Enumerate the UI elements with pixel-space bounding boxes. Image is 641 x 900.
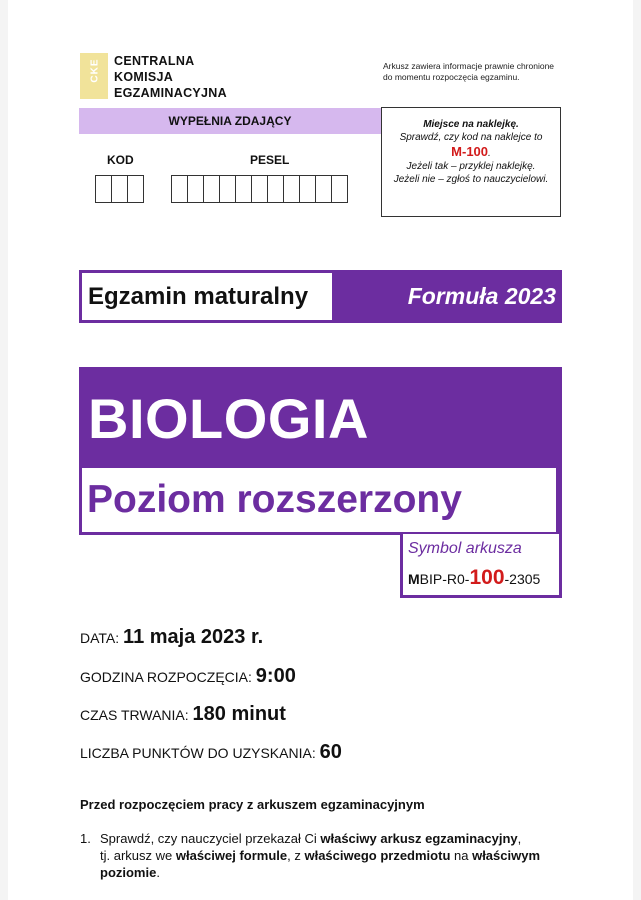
logo-line-2: KOMISJA bbox=[114, 70, 174, 84]
pesel-input[interactable] bbox=[171, 175, 347, 203]
kod-cell[interactable] bbox=[95, 175, 112, 203]
points-value: 60 bbox=[319, 741, 342, 763]
date-label: DATA: bbox=[80, 630, 120, 646]
symbol-label: Symbol arkusza bbox=[408, 540, 522, 557]
pesel-cell[interactable] bbox=[219, 175, 236, 203]
sticker-code: M-100 bbox=[451, 144, 489, 159]
duration-label: CZAS TRWANIA: bbox=[80, 707, 189, 723]
pesel-cell[interactable] bbox=[283, 175, 300, 203]
start-value: 9:00 bbox=[255, 665, 296, 687]
page-shadow-right bbox=[633, 0, 641, 900]
logo-line-1: CENTRALNA bbox=[114, 54, 195, 68]
pesel-cell[interactable] bbox=[171, 175, 188, 203]
item1-i: właściwym poziomie bbox=[100, 848, 541, 880]
item-text bbox=[100, 830, 550, 881]
pesel-cell[interactable] bbox=[251, 175, 268, 203]
pesel-cell[interactable] bbox=[203, 175, 220, 203]
item1-f: , z bbox=[287, 848, 305, 863]
item1-g: właściwego przedmiotu bbox=[304, 848, 451, 863]
symbol-code-number: 100 bbox=[469, 566, 505, 589]
kod-input[interactable] bbox=[95, 175, 143, 203]
instruction-item-1 bbox=[80, 830, 550, 881]
item1-c: , bbox=[517, 831, 522, 846]
notice-line-1: Arkusz zawiera informacje prawnie chronione bbox=[383, 61, 555, 71]
sticker-code-suffix: . bbox=[488, 148, 491, 159]
start-row bbox=[80, 665, 296, 688]
item1-a: Sprawdź, czy nauczyciel przekazał Ci bbox=[100, 831, 321, 846]
pesel-cell[interactable] bbox=[187, 175, 204, 203]
item1-j: . bbox=[156, 865, 160, 880]
item-number: 1. bbox=[80, 831, 91, 846]
kod-cell[interactable] bbox=[127, 175, 144, 203]
logo-line-3: EGZAMINACYJNA bbox=[114, 86, 227, 100]
page-shadow-left bbox=[0, 0, 8, 900]
date-row bbox=[80, 626, 263, 649]
sticker-yes: Jeżeli tak – przyklej naklejkę. bbox=[406, 161, 536, 172]
cke-logo-icon bbox=[80, 53, 108, 99]
logo-mark-text: CKE bbox=[89, 58, 101, 83]
pesel-cell[interactable] bbox=[299, 175, 316, 203]
points-row bbox=[80, 741, 342, 764]
candidate-fill-bar: WYPEŁNIA ZDAJĄCY bbox=[79, 108, 381, 134]
exam-formula: Formuła 2023 bbox=[407, 283, 556, 309]
symbol-code bbox=[408, 566, 540, 590]
instructions-intro: Przed rozpoczęciem pracy z arkuszem egzaminacyjnym bbox=[80, 797, 425, 812]
item1-b: właściwy arkusz egzaminacyjny bbox=[320, 831, 518, 846]
level-title: Poziom rozszerzony bbox=[87, 478, 462, 521]
exam-title: Egzamin maturalny bbox=[82, 273, 332, 320]
legal-notice bbox=[383, 61, 573, 83]
item1-h: na bbox=[450, 848, 473, 863]
sticker-no: Jeżeli nie – zgłoś to nauczycielowi. bbox=[393, 174, 549, 185]
duration-value: 180 minut bbox=[192, 703, 286, 725]
subject-title: BIOLOGIA bbox=[88, 387, 369, 450]
pesel-cell[interactable] bbox=[235, 175, 252, 203]
symbol-suffix: -2305 bbox=[504, 571, 541, 587]
kod-label: KOD bbox=[107, 153, 134, 167]
pesel-cell[interactable] bbox=[315, 175, 332, 203]
sticker-check: Sprawdź, czy kod na naklejce to bbox=[399, 132, 543, 143]
date-value: 11 maja 2023 r. bbox=[123, 626, 264, 648]
symbol-prefix: BIP-R0- bbox=[419, 571, 470, 587]
pesel-cell[interactable] bbox=[267, 175, 284, 203]
notice-line-2: do momentu rozpoczęcia egzaminu. bbox=[383, 72, 520, 82]
kod-cell[interactable] bbox=[111, 175, 128, 203]
pesel-cell[interactable] bbox=[331, 175, 348, 203]
sticker-placeholder bbox=[381, 107, 561, 217]
start-label: GODZINA ROZPOCZĘCIA: bbox=[80, 669, 252, 685]
item1-e: właściwej formule bbox=[175, 848, 288, 863]
duration-row bbox=[80, 703, 286, 726]
sticker-title: Miejsce na naklejkę. bbox=[423, 119, 519, 130]
pesel-label: PESEL bbox=[250, 153, 290, 167]
item1-d: tj. arkusz we bbox=[100, 848, 176, 863]
points-label: LICZBA PUNKTÓW DO UZYSKANIA: bbox=[80, 745, 316, 761]
symbol-prefix-bold: M bbox=[408, 571, 420, 587]
